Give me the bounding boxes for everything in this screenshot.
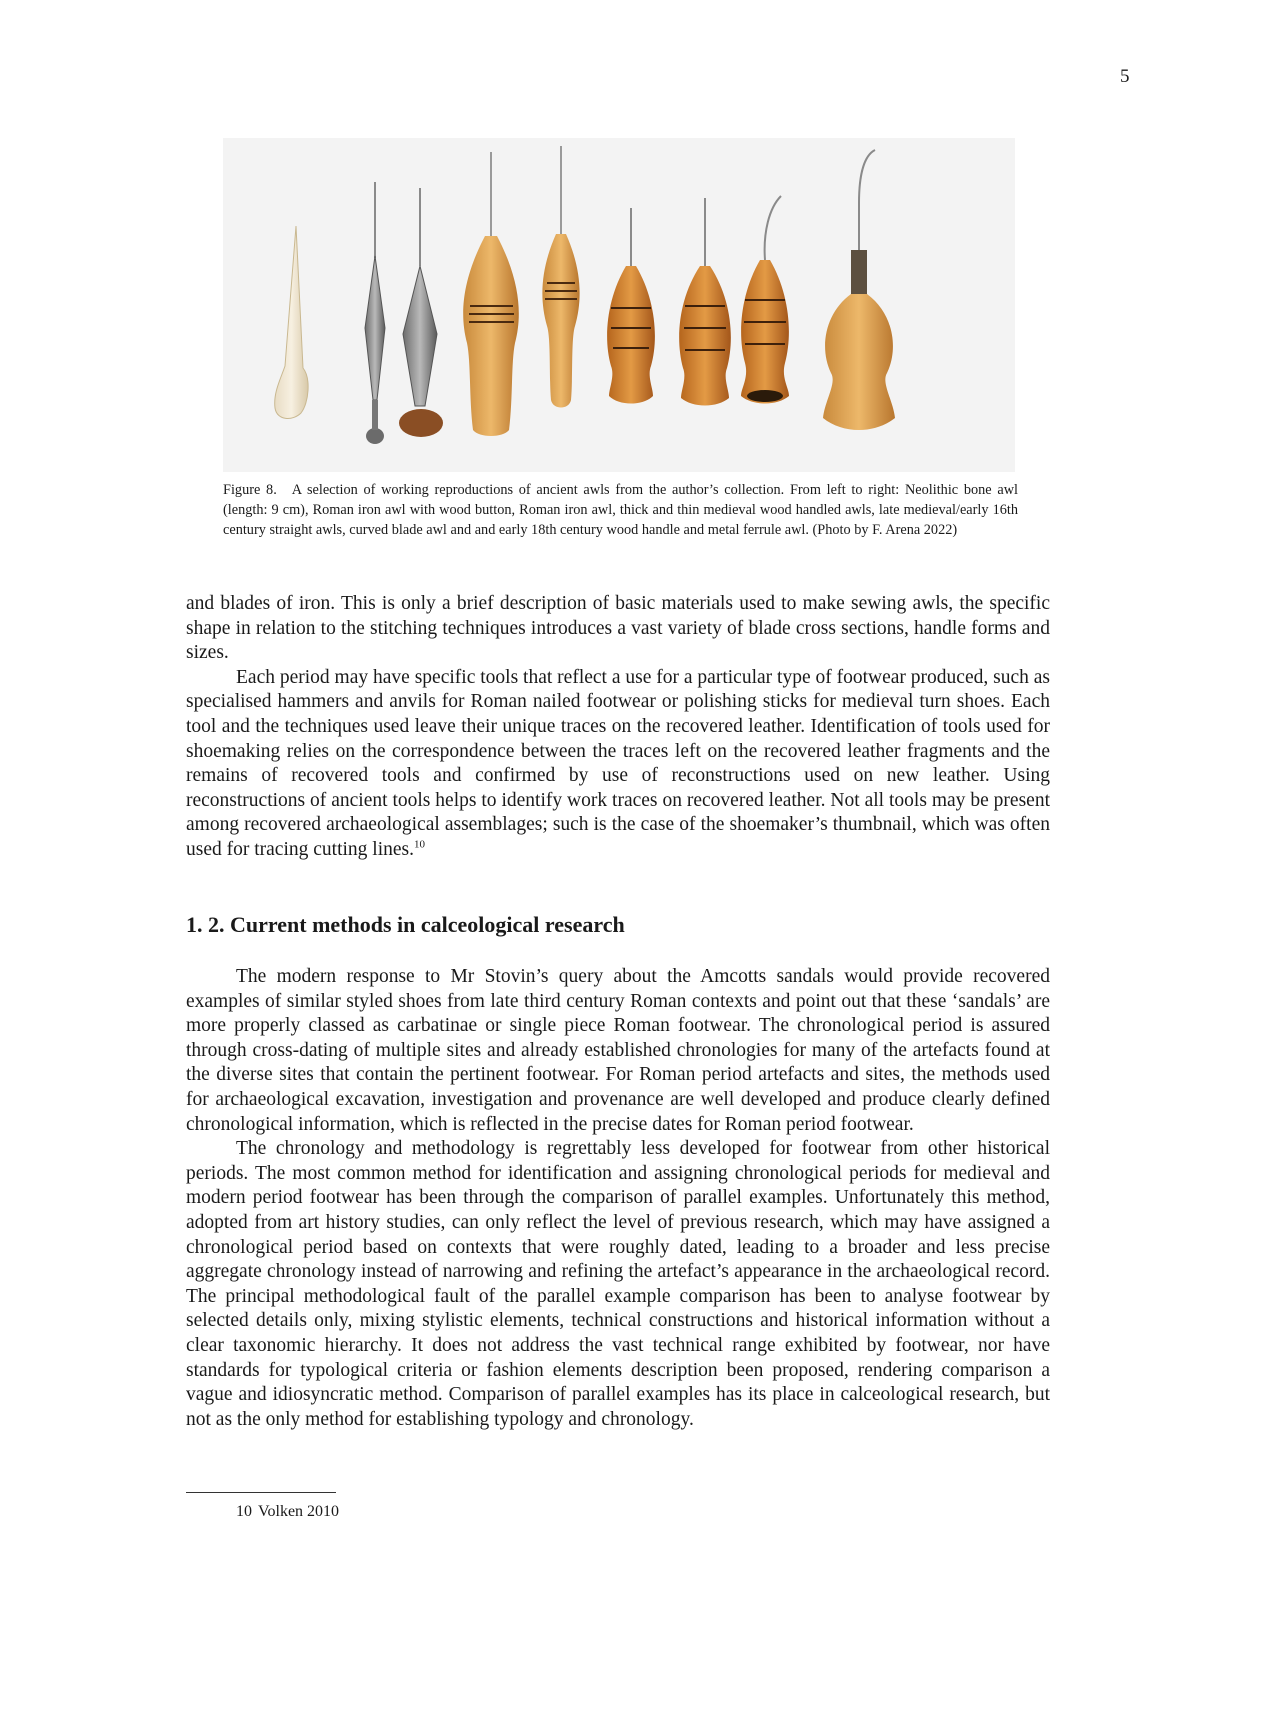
footnote bbox=[236, 1503, 339, 1521]
late-medieval-awl-1 bbox=[607, 208, 655, 404]
page-number: 5 bbox=[1120, 66, 1130, 87]
curved-blade-awl bbox=[741, 196, 789, 404]
footnote-ref[interactable]: 10 bbox=[413, 838, 425, 851]
ferrule-awl bbox=[823, 150, 895, 430]
figure-label: Figure 8. bbox=[223, 482, 277, 498]
late-medieval-awl-2 bbox=[679, 198, 731, 406]
footnote-text: Volken 2010 bbox=[258, 1503, 340, 1520]
figure-caption-text: A selection of working reproductions of ancient awls from the author’s collection. From left to right: Neolithic bone awl (length: 9 cm), Roman iron awl with wood button, Roman iron awl, thick and thin medieval wood handled awls, late medieval/early 16th century straight awls, curved blade awl and and early 18th century wood handle and metal ferrule awl. (Photo by F. Arena 2022) bbox=[223, 482, 1018, 538]
figure-photo-awls bbox=[223, 138, 1015, 472]
figure-caption bbox=[223, 480, 1018, 540]
thin-medieval-awl bbox=[542, 146, 579, 408]
footnote-number: 10 bbox=[236, 1503, 252, 1520]
paragraph bbox=[186, 666, 1050, 863]
paragraph-text: Each period may have specific tools that reflect a use for a particular type of footwear produced, such as specialised hammers and anvils for Roman nailed footwear or polishing sticks for medieval turn shoes. Each tool and the techniques used leave their unique traces on the recovered leather. Identification of tools used for shoemaking relies on the correspondence between the traces left on the recovered leather fragments and the remains of recovered tools and confirmed by use of reconstructions used on new leather. Using reconstructions of ancient tools helps to identify work traces on recovered leather. Not all tools may be present among recovered archaeological assemblages; such is the case of the shoemaker’s thumbnail, which was often used for tracing cutting lines. bbox=[186, 666, 1050, 860]
bone-awl bbox=[275, 226, 308, 418]
roman-iron-awl-button bbox=[365, 182, 385, 444]
paragraph: The chronology and methodology is regrettably less developed for footwear from other historical periods. The most common method for identification and assigning chronological periods for medieval and modern period footwear has been through the comparison of parallel examples. Unfortunately this method, adopted from art history studies, can only reflect the level of previous research, which may have assigned a chronological period based on contexts that were roughly dated, leading to a broader and less precise aggregate chronology instead of narrowing and refining the artefact’s appearance in the archaeological record. The principal methodological fault of the parallel example comparison has been to analyse footwear by selected details only, mixing stylistic elements, technical constructions and historical information without a clear taxonomic hierarchy. It does not address the vast technical range exhibited by footwear, nor have standards for typological criteria or fashion elements description been proposed, rendering comparison a vague and idiosyncratic method. Comparison of parallel examples has its place in calceological research, but not as the only method for establishing typology and chronology. bbox=[186, 1138, 1050, 1430]
paragraph: and blades of iron. This is only a brief description of basic materials used to make sewing awls, the specific shape in relation to the stitching techniques introduces a vast variety of blade cross sections, handle forms and sizes. bbox=[186, 593, 1050, 664]
roman-iron-awl bbox=[399, 188, 443, 437]
body-text-before bbox=[186, 592, 1050, 863]
thick-medieval-awl bbox=[463, 152, 519, 436]
footnote-rule bbox=[186, 1492, 336, 1493]
paragraph: The modern response to Mr Stovin’s query about the Amcotts sandals would provide recovered examples of similar styled shoes from late third century Roman contexts and point out that these ‘sandals’ are more properly classed as carbatinae or single piece Roman footwear. The chronological period is assured through cross-dating of multiple sites and already established chronologies for many of the artefacts found at the diverse sites that contain the pertinent footwear. For Roman period artefacts and sites, the methods used for archaeological excavation, investigation and provenance are well developed and produce clearly defined chronological information, which is reflected in the precise dates for Roman period footwear. bbox=[186, 966, 1050, 1135]
section-heading: 1. 2. Current methods in calceological research bbox=[186, 912, 625, 937]
body-text-after bbox=[186, 965, 1050, 1432]
